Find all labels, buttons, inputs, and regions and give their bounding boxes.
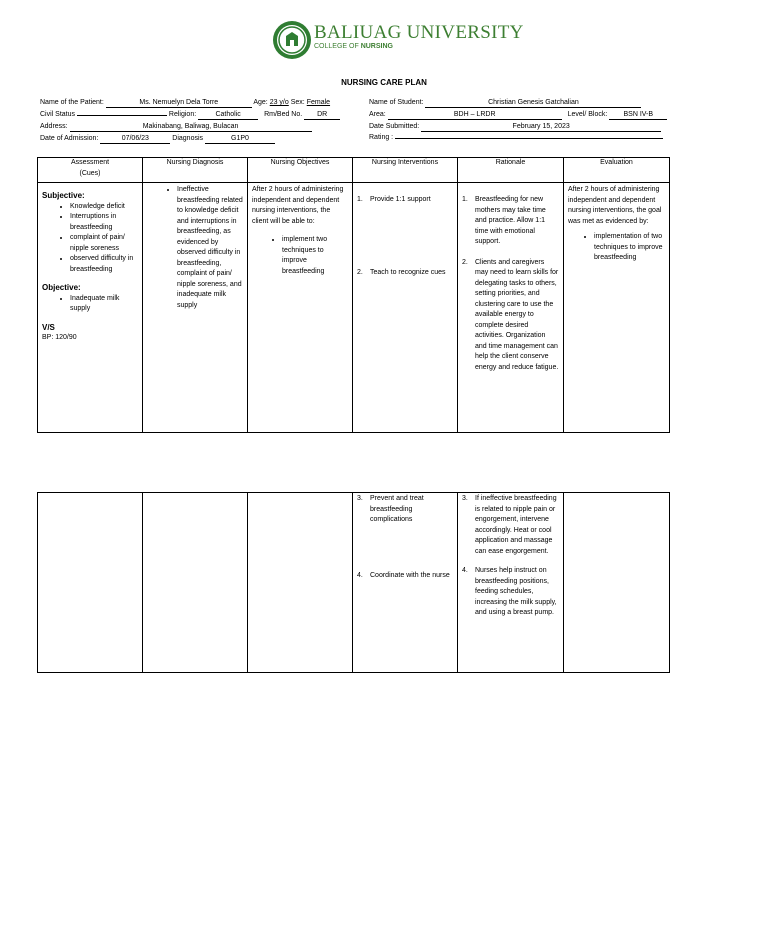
student-name: Christian Genesis Gatchalian: [425, 98, 641, 108]
room-bed: DR: [304, 110, 340, 120]
care-plan-table-continued: [37, 492, 670, 673]
civil-status-line: Civil Status Religion: Catholic Rm/Bed No. DR: [40, 110, 340, 120]
table-header-row: [38, 158, 670, 183]
header-interventions: Nursing Interventions: [353, 158, 458, 183]
document-title: NURSING CARE PLAN: [341, 78, 427, 87]
patient-age: 23 y/o: [269, 99, 289, 106]
diagnosis-cell: [143, 183, 248, 433]
interventions-cell: [353, 493, 458, 673]
rating-line: Rating :: [369, 134, 663, 141]
diagnosis-text: • Ineffective breastfeeding related to knowledge deficit and interruptions in breastfeeding, as evidenced by observed difficulty in breastfeeding, complaint of pain/ nipple soreness, and inadequate milk supply: [177, 185, 243, 311]
objective-label: Objective:: [42, 283, 81, 292]
header-assessment: Assessment (Cues): [38, 158, 143, 183]
religion: Catholic: [198, 110, 258, 120]
evaluation-cell: [564, 183, 670, 433]
header-rationale: Rationale: [458, 158, 564, 183]
address-line: Address: Makinabang, Baliwag, Bulacan: [40, 122, 312, 132]
table-row: [38, 183, 670, 433]
area-line: Area: BDH – LRDR Level/ Block: BSN IV-B: [369, 110, 667, 120]
admission-date: 07/06/23: [100, 134, 170, 144]
area: BDH – LRDR: [388, 110, 562, 120]
student-name-line: Name of Student: Christian Genesis Gatchalian: [369, 98, 641, 108]
diagnosis-cell-empty: [143, 493, 248, 673]
intervention-item: 4. Coordinate with the nurse: [357, 571, 450, 579]
objectives-cell-empty: [248, 493, 353, 673]
date-submitted-line: Date Submitted: February 15, 2023: [369, 122, 661, 132]
address: Makinabang, Baliwag, Bulacan: [70, 122, 312, 132]
rationale-item: 4. Nurses help instruct on breastfeeding positions, feeding schedules, increasing the milk supply, and using a breast pump.: [462, 567, 557, 616]
patient-name-line: Name of the Patient: Ms. Nemuelyn Dela Torre Age: 23 y/o Sex: Female: [40, 99, 331, 106]
list-item: • Interruptions in breastfeeding: [70, 212, 138, 233]
care-plan-table: [37, 157, 670, 433]
admission-line: Date of Admission: 07/06/23 Diagnosis G1P0: [40, 134, 275, 144]
intervention-item: 2. Teach to recognize cues: [357, 268, 446, 276]
list-item: • complaint of pain/ nipple soreness: [70, 233, 138, 254]
list-item: • implementation of two techniques to improve breastfeeding: [594, 232, 665, 264]
university-seal-logo: [272, 20, 312, 60]
blood-pressure: BP: 120/90: [42, 334, 77, 341]
intervention-item: 1. Provide 1:1 support: [357, 196, 431, 203]
objectives-cell: [248, 183, 353, 433]
rating: [395, 138, 663, 139]
civil-status: [77, 115, 167, 116]
diagnosis-code: G1P0: [205, 134, 275, 144]
intervention-item: 3. Prevent and treat breastfeeding complications: [357, 495, 424, 523]
patient-name: Ms. Nemuelyn Dela Torre: [106, 98, 252, 108]
rationale-cell: [458, 183, 564, 433]
college-name: COLLEGE OF NURSING: [314, 43, 393, 50]
patient-sex: Female: [306, 99, 331, 106]
evaluation-cell-empty: [564, 493, 670, 673]
subjective-label: Subjective:: [42, 191, 85, 200]
list-item: • implement two techniques to improve breastfeeding: [282, 235, 348, 277]
date-submitted: February 15, 2023: [421, 122, 661, 132]
rationale-item: 3. If ineffective breastfeeding is related to nipple pain or engorgement, intervene accordingly. Heat or cool application and massage can ease engorgement.: [462, 495, 557, 555]
header-diagnosis: Nursing Diagnosis: [143, 158, 248, 183]
header-objectives: Nursing Objectives: [248, 158, 353, 183]
university-name: BALIUAG UNIVERSITY: [314, 22, 524, 43]
header-evaluation: Evaluation: [564, 158, 670, 183]
table-row: [38, 493, 670, 673]
list-item: • Inadequate milk supply: [70, 294, 138, 315]
objectives-intro: After 2 hours of administering independent and dependent nursing interventions, the client will be able to:: [252, 186, 344, 225]
rationale-cell: [458, 493, 564, 673]
level-block: BSN IV-B: [609, 110, 667, 120]
list-item: • observed difficulty in breastfeeding: [70, 254, 138, 275]
assessment-cell-empty: [38, 493, 143, 673]
list-item: • Knowledge deficit: [70, 202, 138, 213]
rationale-item: 2. Clients and caregivers may need to learn skills for delegating tasks to others, setting priorities, and clustering care to use the available energy to complete desired activities. Organization and time management can help the client conserve energy and reduce fatigue.: [462, 258, 559, 371]
interventions-cell: [353, 183, 458, 433]
evaluation-intro: After 2 hours of administering independent and dependent nursing interventions, the goal was met as evidenced by:: [568, 186, 662, 225]
rationale-item: 1. Breastfeeding for new mothers may take time and practice. Allow 1:1 time with emotional support.: [462, 196, 546, 245]
assessment-cell: [38, 183, 143, 433]
vs-label: V/S: [42, 322, 55, 332]
